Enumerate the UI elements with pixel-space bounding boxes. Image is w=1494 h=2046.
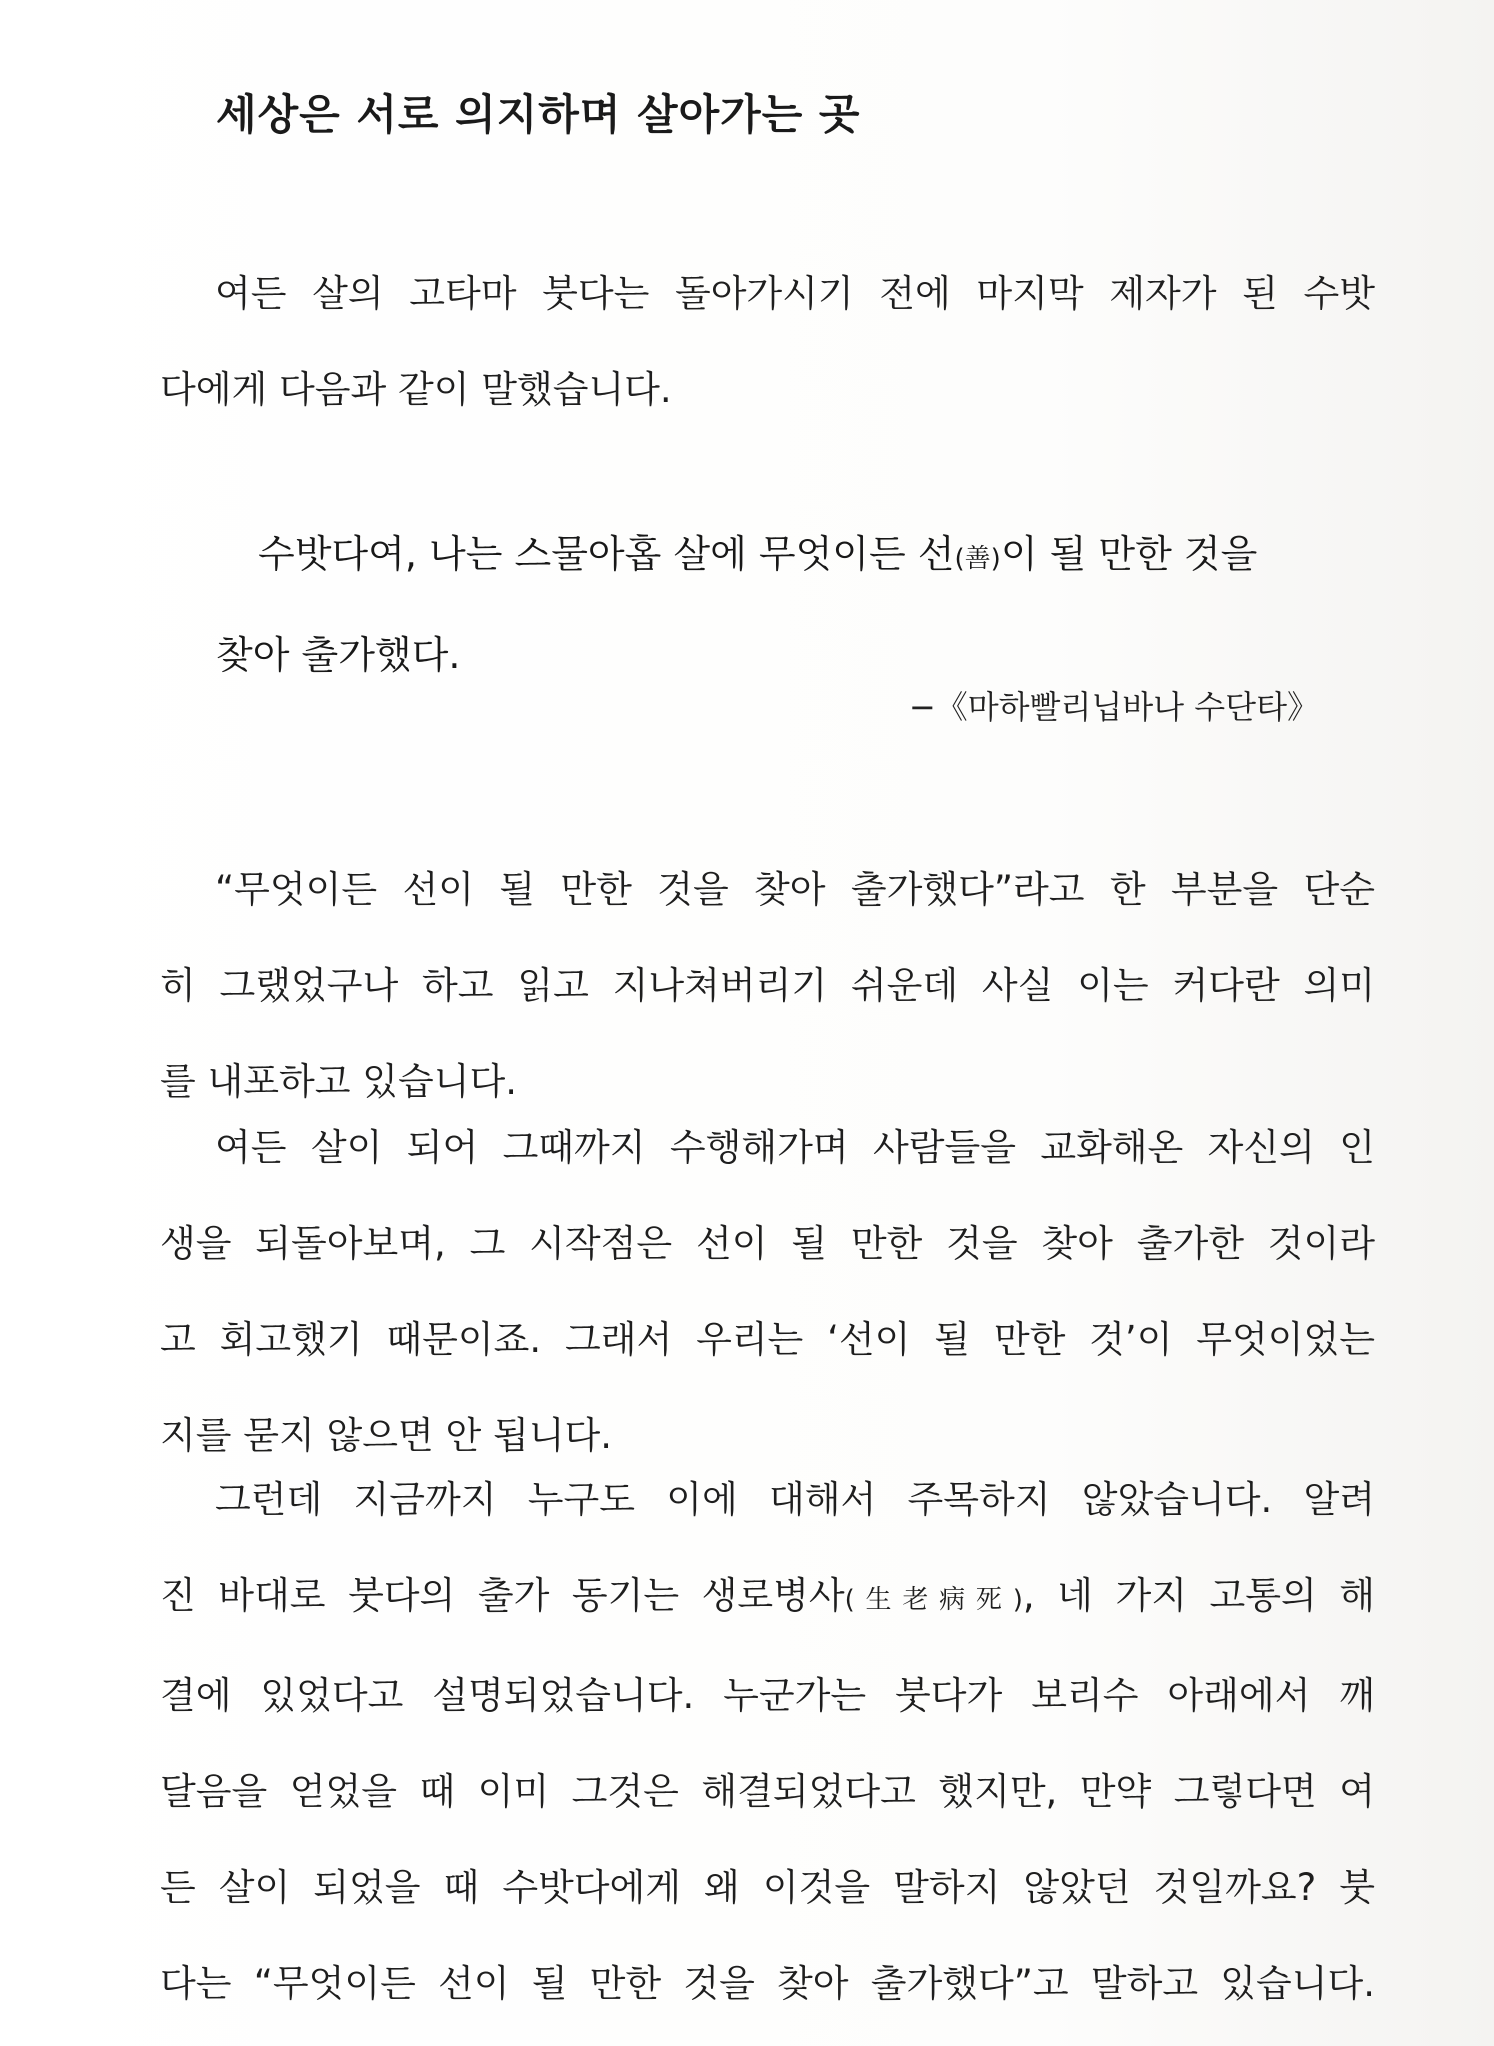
text-line: 를 내포하고 있습니다. bbox=[160, 1060, 517, 1103]
text-line: “무엇이든 선이 될 만한 것을 찾아 출가했다”라고 한 부분을 단순 bbox=[215, 868, 1375, 911]
block-quote bbox=[216, 506, 1316, 703]
hanja-annotation: (生老病死) bbox=[844, 1585, 1023, 1615]
quote-line: 찾아 출가했다. bbox=[216, 633, 461, 677]
text-line: 지를 묻지 않으면 안 됩니다. bbox=[160, 1414, 612, 1457]
text-line: 고 회고했기 때문이죠. 그래서 우리는 ‘선이 될 만한 것’이 무엇이었는 bbox=[160, 1318, 1375, 1361]
hanja-annotation: (善) bbox=[954, 544, 1001, 574]
quote-line bbox=[216, 506, 1316, 607]
text-line: 여든 살의 고타마 붓다는 돌아가시기 전에 마지막 제자가 된 수밧 bbox=[215, 272, 1375, 315]
page-title: 세상은 서로 의지하며 살아가는 곳 bbox=[216, 90, 861, 139]
text-line: 생을 되돌아보며, 그 시작점은 선이 될 만한 것을 찾아 출가한 것이라 bbox=[160, 1222, 1375, 1265]
body-paragraph-1 bbox=[160, 842, 1375, 1130]
text-line: 다는 “무엇이든 선이 될 만한 것을 찾아 출가했다”고 말하고 있습니다. bbox=[160, 1962, 1375, 2005]
text-line: 히 그랬었구나 하고 읽고 지나쳐버리기 쉬운데 사실 이는 커다란 의미 bbox=[160, 964, 1375, 1007]
quote-citation: −《마하빨리닙바나 수단타》 bbox=[908, 688, 1319, 726]
quote-text: 수밧다여, 나는 스물아홉 살에 무엇이든 선 bbox=[258, 532, 955, 576]
text-line: 여든 살이 되어 그때까지 수행해가며 사람들을 교화해온 자신의 인 bbox=[215, 1126, 1375, 1169]
text-line: 달음을 얻었을 때 이미 그것은 해결되었다고 했지만, 만약 그렇다면 여 bbox=[160, 1770, 1375, 1813]
text-line: 다에게 다음과 같이 말했습니다. bbox=[160, 368, 672, 411]
text-line bbox=[160, 1548, 1375, 1648]
intro-paragraph bbox=[160, 246, 1375, 438]
text-segment: , 네 가지 고통의 해 bbox=[1022, 1574, 1376, 1617]
body-paragraph-2 bbox=[160, 1100, 1375, 1484]
text-line: 결에 있었다고 설명되었습니다. 누군가는 붓다가 보리수 아래에서 깨 bbox=[160, 1674, 1375, 1717]
text-line: 그런데 지금까지 누구도 이에 대해서 주목하지 않았습니다. 알려 bbox=[215, 1478, 1375, 1521]
quote-text: 이 될 만한 것을 bbox=[1000, 532, 1258, 576]
body-paragraph-3 bbox=[160, 1452, 1375, 2032]
text-segment: 진 바대로 붓다의 출가 동기는 생로병사 bbox=[160, 1574, 845, 1617]
text-line: 든 살이 되었을 때 수밧다에게 왜 이것을 말하지 않았던 것일까요? 붓 bbox=[160, 1866, 1375, 1909]
